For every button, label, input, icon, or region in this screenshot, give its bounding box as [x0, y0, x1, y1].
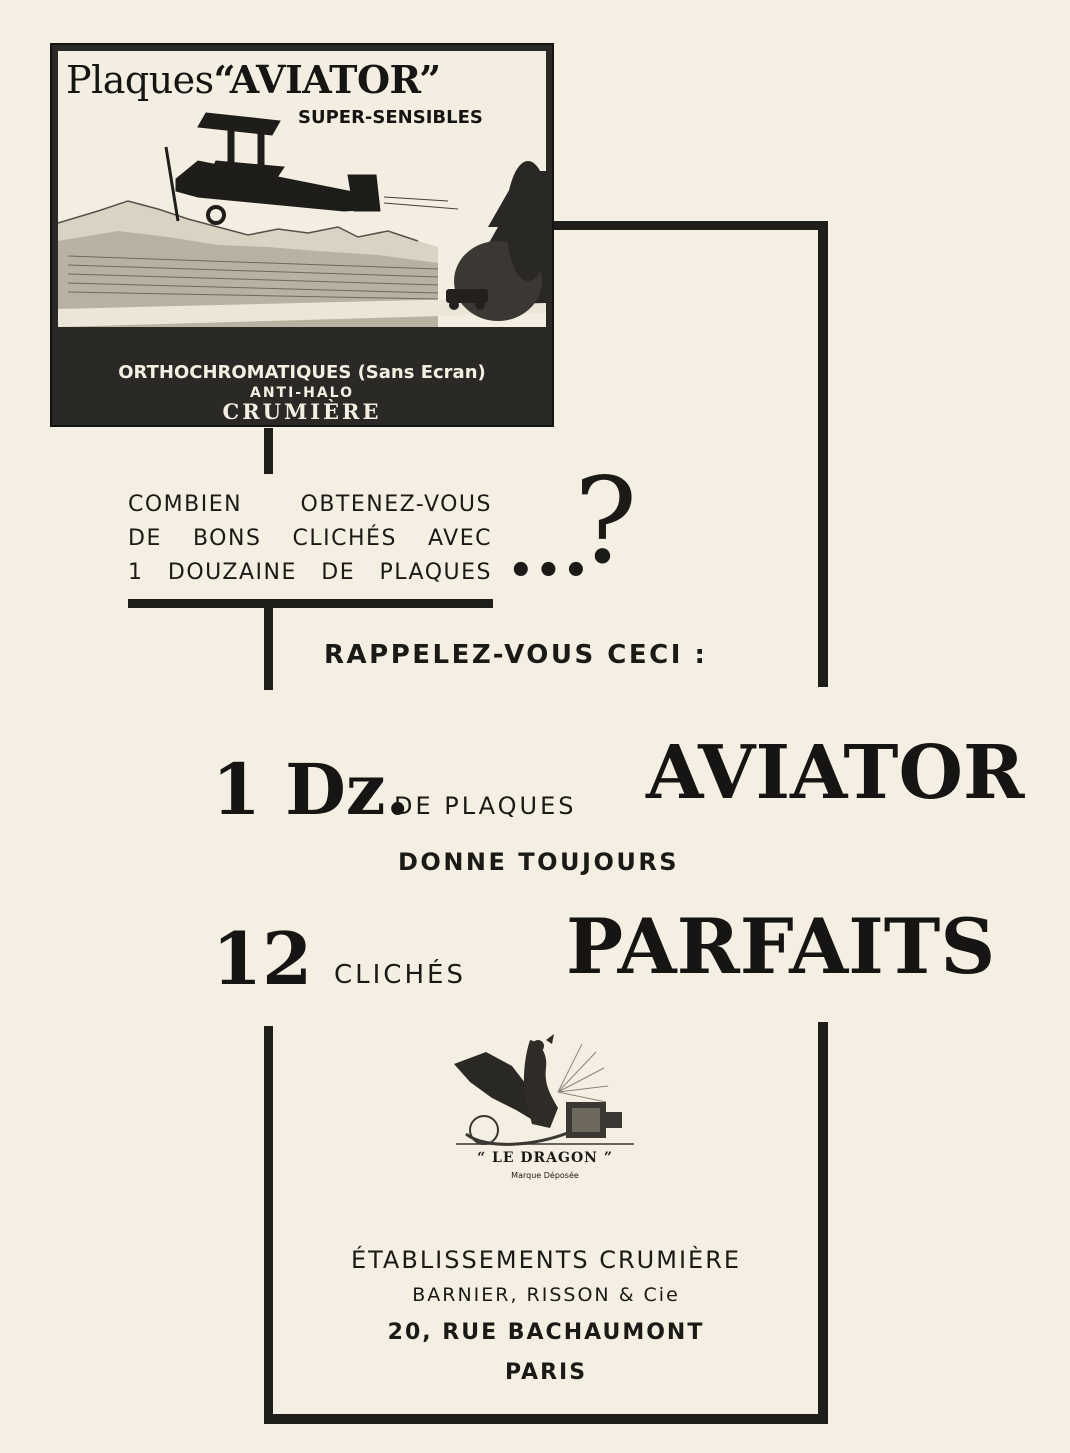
- frame-top-right-rule: [554, 221, 828, 230]
- headline-de-plaques: DE PLAQUES: [394, 792, 577, 820]
- headline-aviator: AVIATOR: [646, 730, 1025, 816]
- company-name: ÉTABLISSEMENTS CRUMIÈRE: [350, 1246, 742, 1274]
- company-city: PARIS: [504, 1360, 588, 1385]
- question-mark: ?: [574, 452, 638, 590]
- logo-trademark: Marque Déposée: [511, 1171, 579, 1180]
- ad-subtitle: SUPER-SENSIBLES: [298, 107, 483, 128]
- ad-ortho-note: (Sans Ecran): [357, 362, 486, 383]
- headline-twelve: 12: [212, 916, 313, 1001]
- ad-title: [66, 57, 441, 102]
- question-dots: •••: [508, 548, 591, 594]
- dragon-logo-icon: [446, 1032, 644, 1150]
- ad-brand: CRUMIÈRE: [222, 399, 382, 424]
- headline-cliches: CLICHÉS: [334, 960, 466, 990]
- headline-parfaits: PARFAITS: [566, 902, 996, 991]
- headline-dozen: 1 Dz.: [212, 748, 410, 831]
- ad-title-prefix: Plaques: [66, 58, 214, 102]
- frame-left-stub-rule: [264, 428, 273, 474]
- ad-ortho-text: ORTHOCHROMATIQUES: [118, 362, 352, 383]
- question-line-3: 1 DOUZAINE DE PLAQUES: [128, 560, 492, 585]
- ad-orthochromatic-line: [52, 362, 552, 383]
- aviator-ad-box: [50, 43, 554, 427]
- frame-right-upper-rule: [818, 221, 828, 687]
- ad-title-name: “AVIATOR”: [213, 57, 441, 102]
- question-underline-rule: [128, 599, 493, 608]
- logo-label: “ LE DRAGON ”: [477, 1150, 613, 1166]
- frame-left-mid-rule: [264, 606, 273, 690]
- company-street: 20, RUE BACHAUMONT: [387, 1320, 705, 1345]
- headline-donne-toujours: DONNE TOUJOURS: [398, 848, 680, 876]
- frame-bottom-rule: [264, 1414, 828, 1424]
- company-partners: BARNIER, RISSON & Cie: [412, 1284, 680, 1306]
- rappelez-heading: RAPPELEZ-VOUS CECI :: [324, 640, 708, 670]
- ad-anti-halo: ANTI-HALO: [250, 385, 354, 401]
- question-line-1: COMBIEN OBTENEZ-VOUS: [128, 492, 492, 517]
- question-line-2: DE BONS CLICHÉS AVEC: [128, 526, 492, 551]
